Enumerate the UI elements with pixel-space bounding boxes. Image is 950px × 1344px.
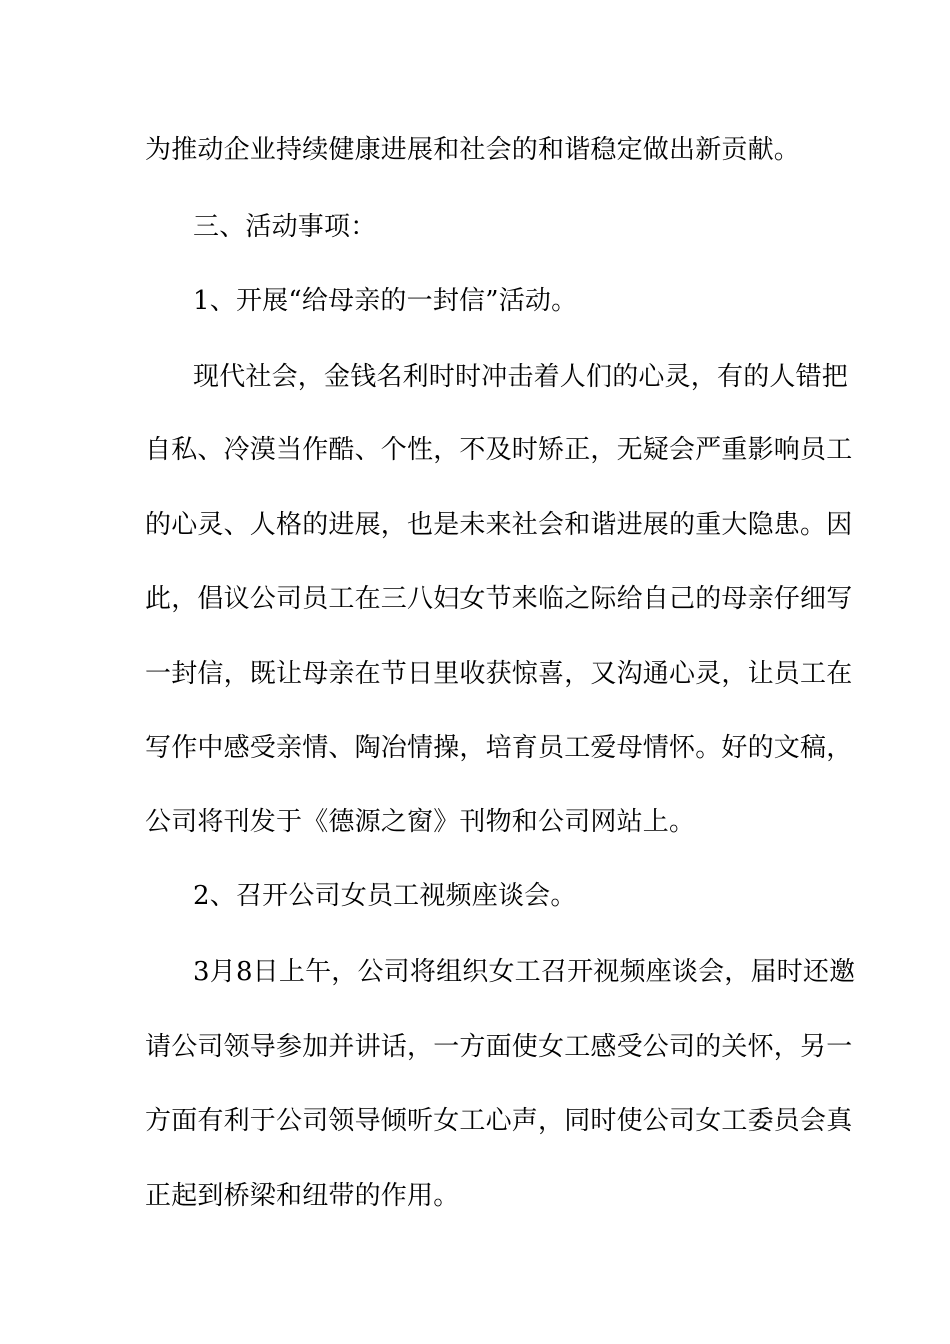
subsection-heading: 2、召开公司女员工视频座谈会。 [193, 881, 577, 911]
text-line: 3月8日上午，公司将组织女工召开视频座谈会，届时还邀 [193, 957, 856, 987]
text-line: 的心灵、人格的进展，也是未来社会和谐进展的重大隐患。因 [145, 510, 853, 540]
text-line: 一封信，既让母亲在节日里收获惊喜，又沟通心灵，让员工在 [145, 659, 853, 689]
section-heading: 三、活动事项： [193, 212, 377, 242]
text-line: 此，倡议公司员工在三八妇女节来临之际给自己的母亲仔细写 [145, 584, 853, 614]
text-line: 自私、冷漠当作酷、个性，不及时矫正，无疑会严重影响员工 [145, 435, 853, 465]
text-line: 正起到桥梁和纽带的作用。 [145, 1181, 460, 1211]
text-line: 为推动企业持续健康进展和社会的和谐稳定做出新贡献。 [145, 135, 801, 165]
text-line: 方面有利于公司领导倾听女工心声，同时使公司女工委员会真 [145, 1106, 853, 1136]
text-line: 公司将刊发于《德源之窗》刊物和公司网站上。 [145, 807, 696, 837]
subsection-heading: 1、开展“给母亲的一封信”活动。 [193, 286, 578, 316]
text-line: 现代社会，金钱名利时时冲击着人们的心灵，有的人错把 [193, 362, 849, 392]
text-line: 写作中感受亲情、陶冶情操，培育员工爱母情怀。好的文稿， [145, 733, 853, 763]
text-line: 请公司领导参加并讲话，一方面使女工感受公司的关怀，另一 [145, 1032, 853, 1062]
